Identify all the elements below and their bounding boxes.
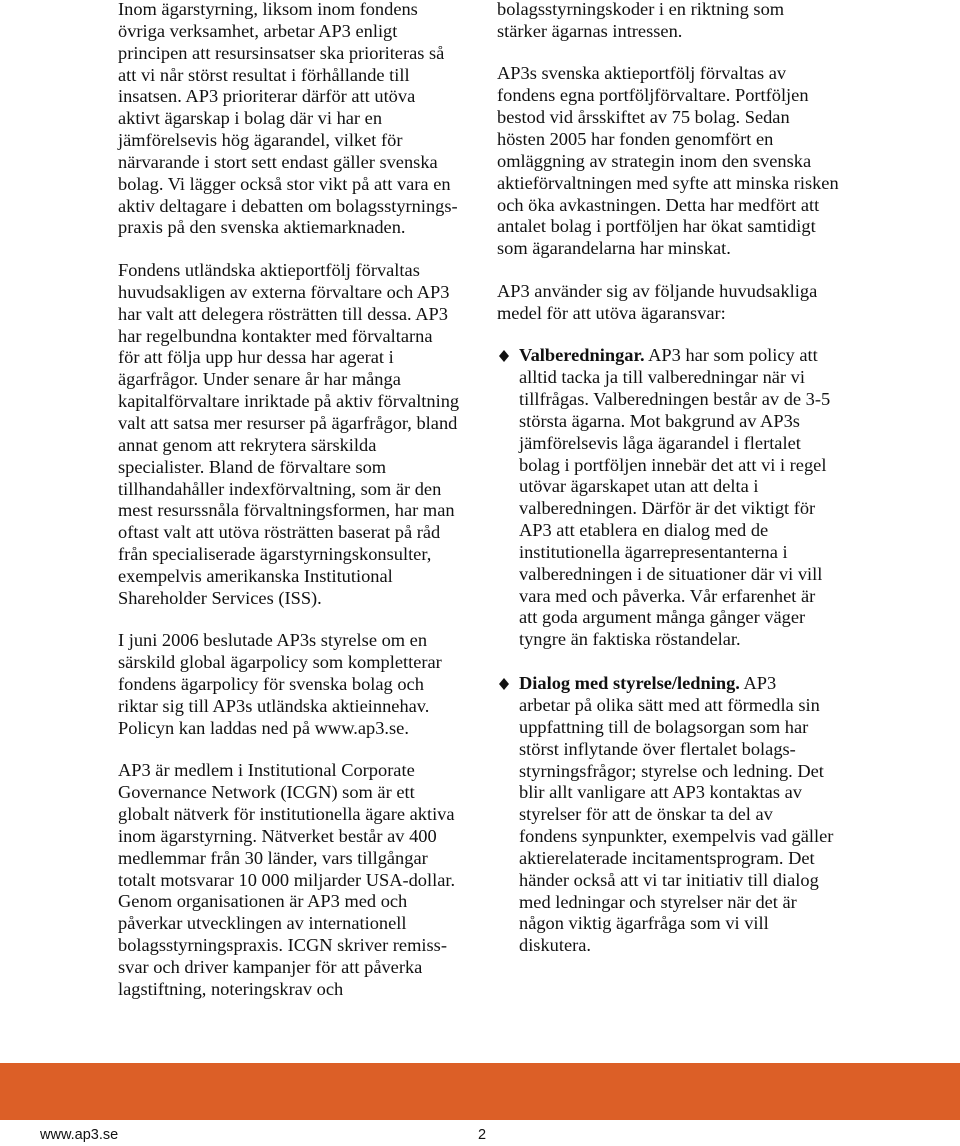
page-number: 2	[478, 1127, 487, 1143]
bullet-label: Dialog med styrelse/ledning.	[519, 673, 740, 694]
bullet-label: Valberedningar.	[519, 345, 645, 366]
bullet-item-dialog	[497, 673, 897, 957]
paragraph-ownership-priorities: Inom ägarstyrning, liksom inom fondens övriga verksamhet, arbetar AP3 enligt principen att resursinsatser ska prioriteras så att vi når störst resultat i förhållande till insatsen. AP3 prioriterar därför att utöva aktivt ägarskap i bolag där vi har en jämförelsevis hög ägarandel, vilket för närvarande i stort sett endast gäller svenska bolag. Vi lägger också stor vikt på att vara en aktiv deltagare i debatten om bolagsstyrnings- praxis på den svenska aktiemarknaden.	[118, 0, 458, 238]
paragraph-foreign-portfolio: Fondens utländska aktieportfölj förvaltas huvudsakligen av externa förvaltare och AP3 har valt att delegera rösträtten till dessa. AP3 har regelbundna kontakter med förvaltarna för att följa upp hur dessa har agerat i ägarfrågor. Under senare år har många kapitalförvaltare inriktade på aktiv förvaltning valt att satsa mer resurser på ägarfrågor, bland annat genom att rekrytera särskilda specialister. Bland de förvaltare som tillhandahåller indexförvaltning, som är den mest resurssnåla förvaltningsformen, har man oftast valt att utöva rösträtten baserat på råd från specialiserade ägarstyrningskonsulter, exempelvis amerikanska Institutional Shareholder Services (ISS).	[118, 260, 460, 608]
bullet-body: AP3 har som policy att alltid tacka ja till valberedningar när vi tillfrågas. Valberedningen består av de 3-5 största ägarna. Mot bakgrund av AP3s jämförelsevis låga ägarandel i flertalet bolag i portföljen innebär det att vi i regel utövar ägarskapet utan att delta i valberedningen. Därför är det viktigt för AP3 att etablera en dialog med de institutionella ägarrepresentanterna i valberedningen i de situationer där vi vill vara med och påverka. Vår erfarenhet är att goda argument många gånger väger tyngre än faktiska röstandelar.	[519, 345, 831, 650]
bullet-text	[519, 673, 897, 957]
diamond-bullet-shape	[499, 678, 509, 690]
diamond-bullet-shape	[499, 350, 509, 362]
left-column	[118, 0, 470, 1021]
paragraph-means-intro: AP3 använder sig av följande huvudsakliga medel för att utöva ägaransvar:	[497, 280, 818, 323]
footer-url: www.ap3.se	[40, 1127, 119, 1143]
paragraph-global-policy: I juni 2006 beslutade AP3s styrelse om en särskild global ägarpolicy som kompletterar fondens ägarpolicy för svenska bolag och riktar sig till AP3s utländska aktieinnehav. Policyn kan laddas ned på www.ap3.se.	[118, 630, 442, 738]
bullet-text	[519, 345, 897, 651]
bullet-item-valberedningar	[497, 345, 897, 651]
diamond-bullet-icon	[499, 350, 509, 362]
paragraph-swedish-portfolio: AP3s svenska aktieportfölj förvaltas av fondens egna portföljförvaltare. Portföljen bestod vid årsskiftet av 75 bolag. Sedan hösten 2005 har fonden genomfört en omläggning av strategin inom den svenska aktieförvaltningen med syfte att minska risken och öka avkastningen. Detta har medfört att antalet bolag i portföljen har ökat samtidigt som ägarandelarna har minskat.	[497, 63, 839, 259]
bullet-body: AP3 arbetar på olika sätt med att förmedla sin uppfattning till de bolagsorgan som har störst inflytande över flertalet bolags- styrningsfrågor; styrelse och ledning. Det blir allt vanligare att AP3 kontaktas av styrelser för att de önskar ta del av fondens synpunkter, exempelvis vad gäller aktierelaterade incitamentsprogram. Det händer också att vi tar initiativ till dialog med ledningar och styrelser när det är någon viktig ägarfråga som vi vill diskutera.	[519, 673, 834, 956]
right-column	[497, 0, 897, 979]
diamond-bullet-icon	[499, 678, 509, 690]
paragraph-icgn-membership: AP3 är medlem i Institutional Corporate Governance Network (ICGN) som är ett globalt nätverk för institutionella ägare aktiva inom ägarstyrning. Nätverket består av 400 medlemmar från 30 länder, vars tillgångar totalt motsvarar 10 000 miljarder USA-dollar. Genom organisationen är AP3 med och påverkar utvecklingen av internationell bolagsstyrningspraxis. ICGN skriver remiss- svar och driver kampanjer för att påverka lagstiftning, noteringskrav och	[118, 760, 456, 999]
footer-accent-band	[0, 1063, 960, 1120]
paragraph-continuation: bolagsstyrningskoder i en riktning som stärker ägarnas intressen.	[497, 0, 785, 41]
